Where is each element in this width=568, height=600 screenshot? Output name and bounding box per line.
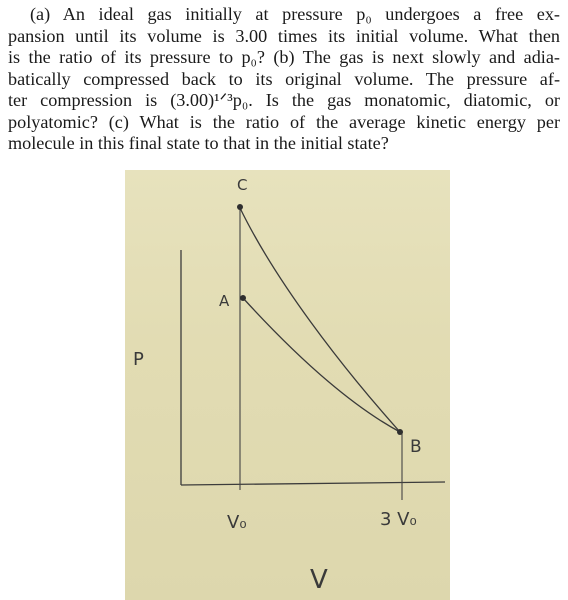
problem-line-4: batically compressed back to its original volume. The pressure af- bbox=[8, 68, 560, 89]
problem-statement bbox=[8, 4, 560, 155]
problem-line-2: pansion until its volume is 3.00 times its initial volume. What then bbox=[8, 25, 560, 46]
label-v0: V₀ bbox=[227, 512, 247, 533]
point-a bbox=[240, 295, 246, 301]
point-b bbox=[397, 429, 403, 435]
pv-diagram-photo bbox=[125, 170, 450, 600]
label-p-axis: P bbox=[133, 349, 144, 370]
curve-a-b bbox=[243, 298, 400, 432]
problem-line-5: ter compression is (3.00)¹ᐟ³p₀. Is the gas monatomic, diatomic, or bbox=[8, 90, 560, 110]
problem-line-1: (a) An ideal gas initially at pressure p₀ undergoes a free ex- bbox=[30, 4, 560, 24]
paper-background bbox=[125, 170, 450, 600]
label-c: C bbox=[237, 176, 248, 194]
problem-line-3: is the ratio of its pressure to p₀? (b) The gas is next slowly and adia- bbox=[8, 47, 560, 67]
pv-diagram bbox=[125, 170, 450, 600]
point-c bbox=[237, 204, 243, 210]
problem-line-7: molecule in this final state to that in the initial state? bbox=[8, 133, 389, 153]
label-a: A bbox=[219, 292, 230, 310]
label-b: B bbox=[410, 437, 422, 457]
v-axis bbox=[181, 482, 445, 485]
label-three-v0: 3 V₀ bbox=[380, 509, 417, 530]
label-v-axis: V bbox=[310, 565, 328, 595]
problem-line-6: polyatomic? (c) What is the ratio of the average kinetic energy per bbox=[8, 111, 560, 132]
